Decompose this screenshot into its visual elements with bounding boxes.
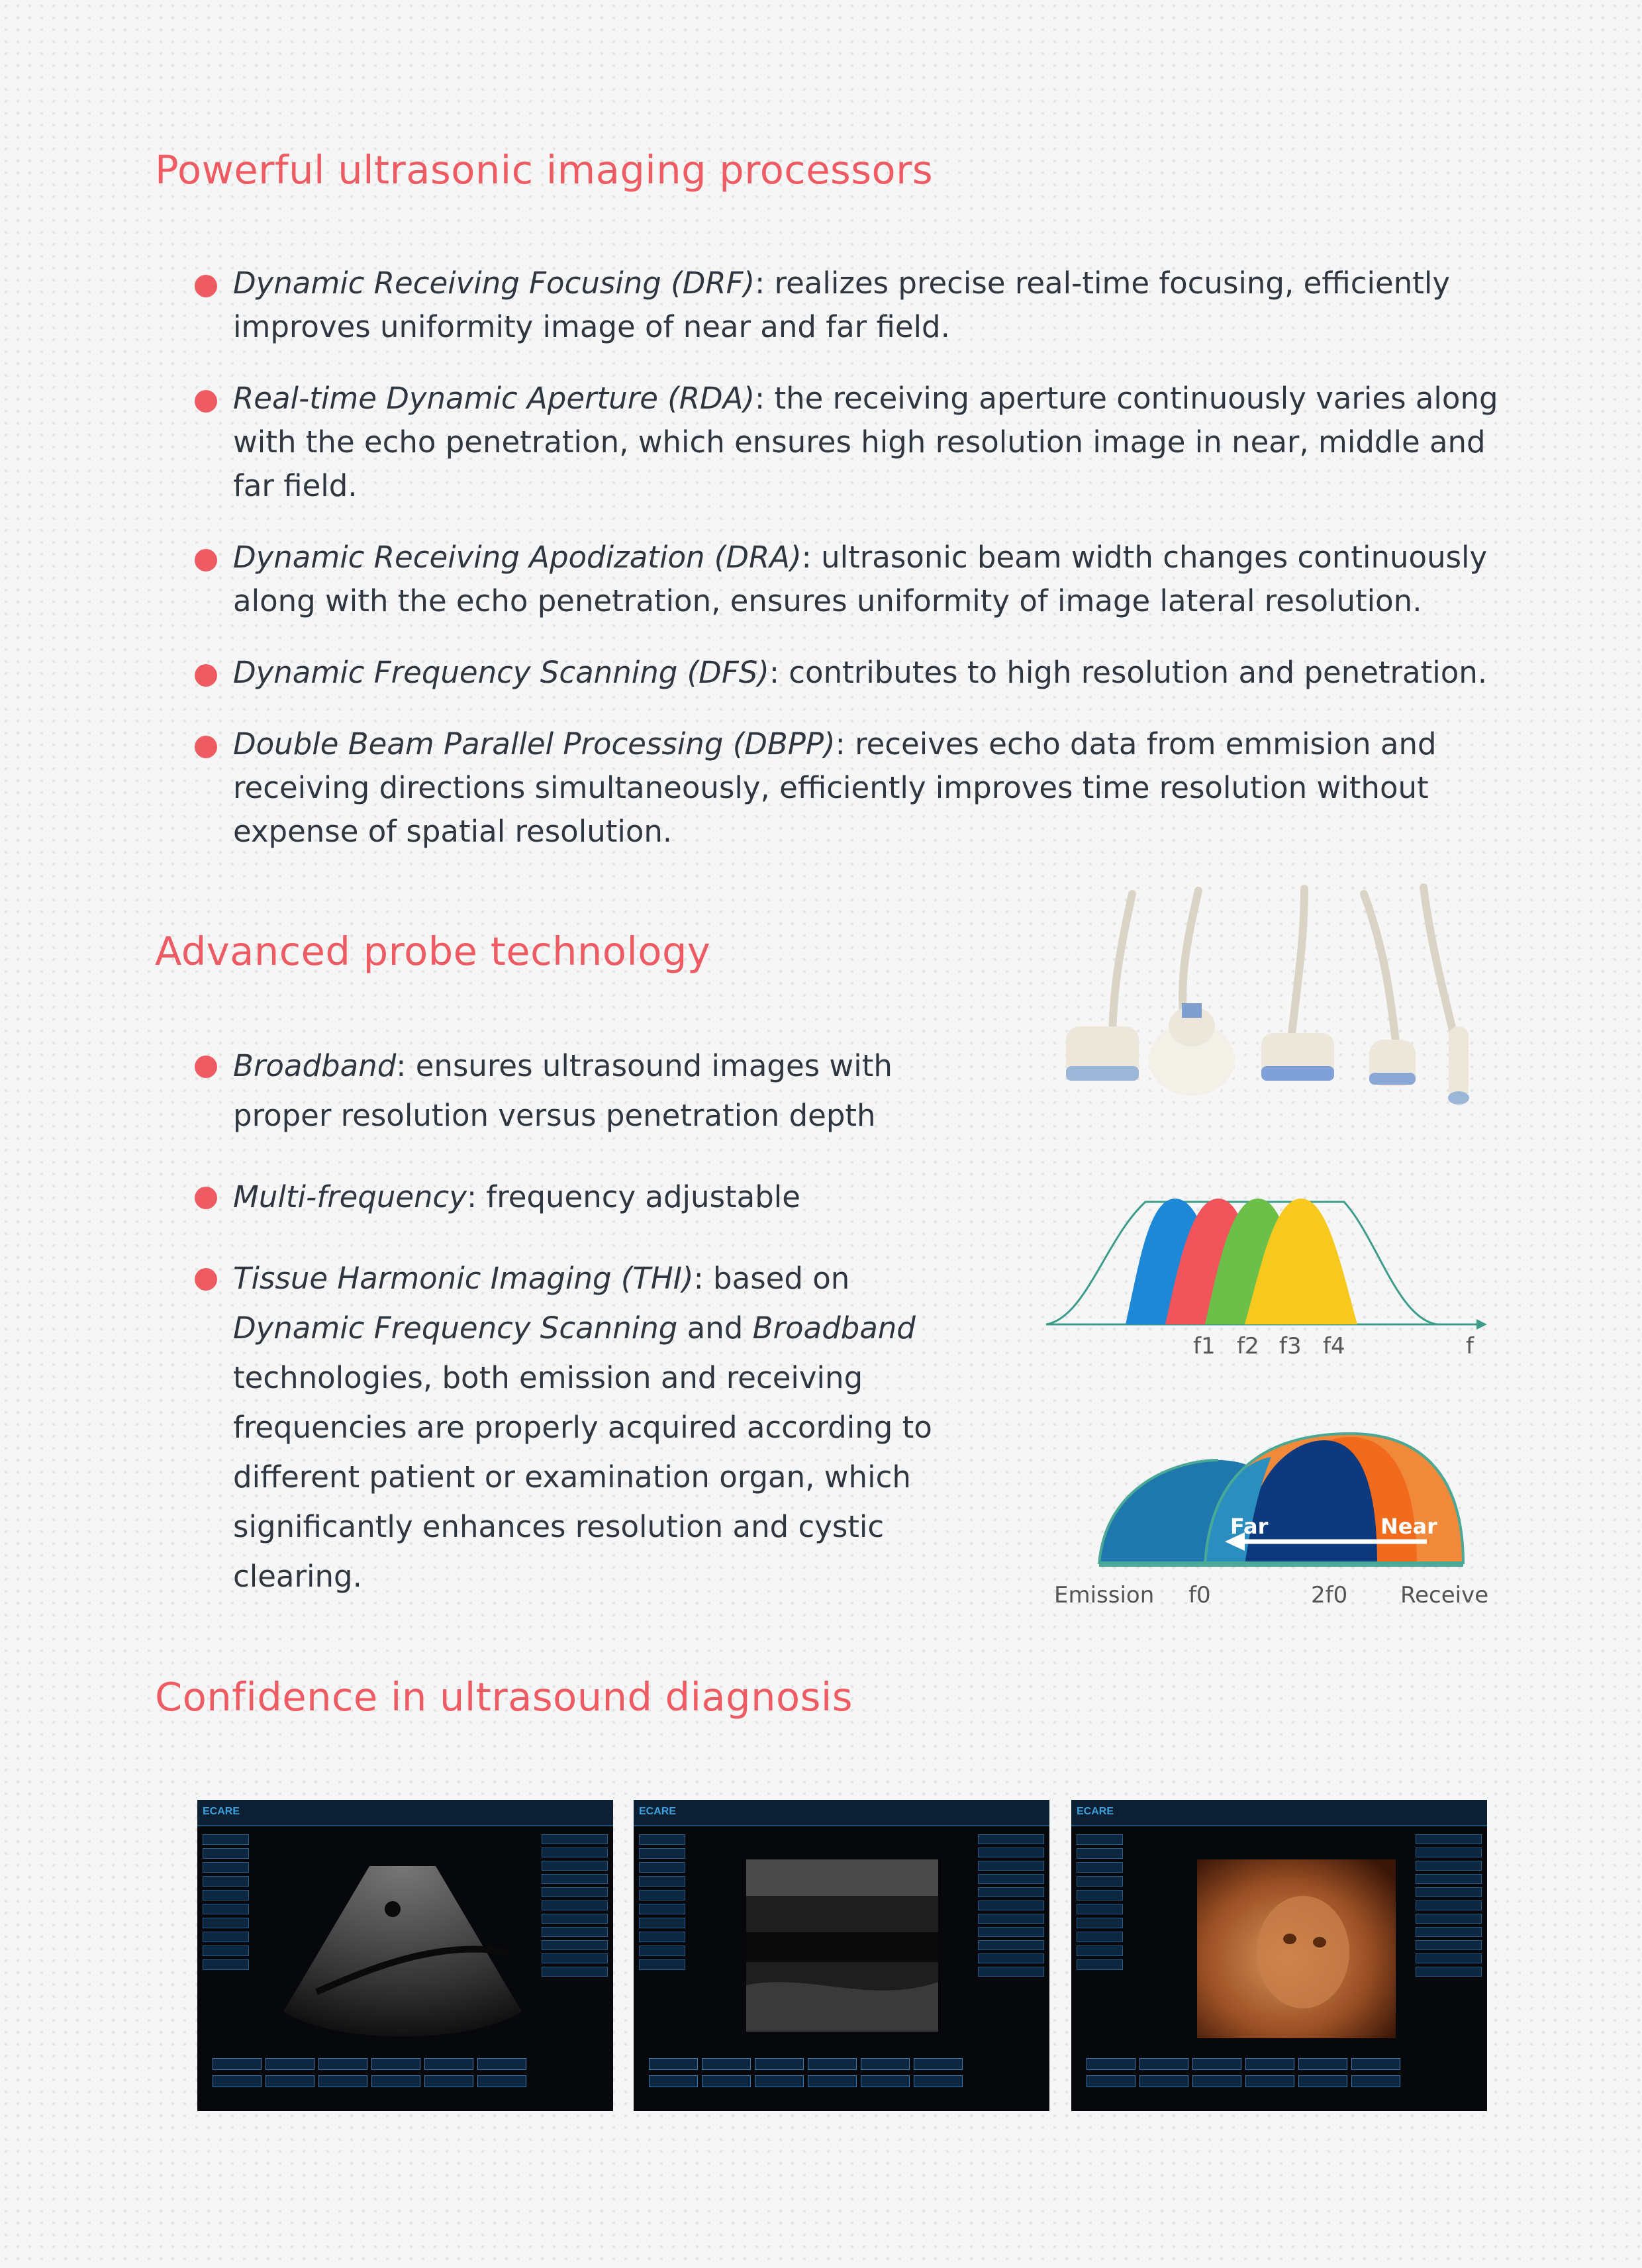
screen-logo: ECARE: [203, 1806, 240, 1817]
far-label: Far: [1230, 1514, 1269, 1539]
processors-list: [195, 262, 1506, 881]
linear-scan-image: [706, 1833, 971, 2051]
item-text: : frequency adjustable: [466, 1179, 800, 1214]
screen-header: [1071, 1800, 1487, 1826]
screen-logo: ECARE: [1077, 1806, 1114, 1817]
list-item: [195, 377, 1506, 508]
list-item: [195, 722, 1506, 854]
probe-endocavity: [1448, 1026, 1469, 1105]
axis-label-2f0: 2f0: [1311, 1582, 1348, 1608]
item-text: and: [677, 1310, 753, 1346]
screen-toolbar: [1085, 2057, 1416, 2091]
screen-params: [1416, 1834, 1482, 1980]
list-item: [195, 536, 1506, 623]
screen-header: [197, 1800, 613, 1826]
probe-cable: [1364, 894, 1397, 1053]
list-item: [195, 1172, 943, 1222]
item-term: Real-time Dynamic Aperture (RDA): [233, 381, 755, 416]
item-term: Dynamic Receiving Apodization (DRA): [233, 540, 802, 575]
item-text: : contributes to high resolution and penetration.: [769, 655, 1488, 690]
screen-toolbar: [211, 2057, 542, 2091]
bullet-icon: [195, 549, 217, 571]
freq-label-f2: f2: [1237, 1333, 1259, 1359]
bullet-icon: [195, 736, 217, 758]
item-text: : based on: [693, 1261, 850, 1296]
item-text: : ensures ultrasound images with proper resolution versus penetration depth: [233, 1048, 893, 1133]
list-item: [195, 262, 1506, 349]
frequency-bands-diagram: [1039, 1179, 1503, 1364]
list-item: [195, 651, 1506, 695]
probes-illustration: [1053, 874, 1503, 1119]
screen-menu: [1077, 1834, 1123, 1973]
item-text: : realizes precise real-time focusing, efficiently improves uniformity image of near and far field.: [233, 266, 1451, 344]
item-term: Dynamic Receiving Focusing (DRF): [233, 266, 755, 301]
item-term: Dynamic Frequency Scanning (DFS): [233, 655, 769, 690]
freq-label-f3: f3: [1279, 1333, 1302, 1359]
list-item: [195, 1254, 943, 1601]
section-title-probe: Advanced probe technology: [155, 928, 711, 974]
item-term: Tissue Harmonic Imaging (THI): [233, 1261, 694, 1296]
screen-menu: [639, 1834, 685, 1973]
item-text: : receives echo data from emmision and receiving directions simultaneously, efficiently improves time resolution without expense of spatial resolution.: [233, 726, 1437, 849]
screen-toolbar: [647, 2057, 978, 2091]
ultrasound-screenshot-3d: [1071, 1800, 1487, 2111]
screen-header: [634, 1800, 1049, 1826]
freq-label-f: f: [1466, 1333, 1474, 1359]
screen-params: [542, 1834, 608, 1980]
bullet-icon: [195, 390, 217, 413]
item-term: Dynamic Frequency Scanning: [233, 1310, 678, 1346]
freq-label-f1: f1: [1193, 1333, 1216, 1359]
ultrasound-screenshot-abdomen: [197, 1800, 613, 2111]
section-title-processors: Powerful ultrasonic imaging processors: [155, 147, 934, 193]
probe-micro-convex: [1149, 1003, 1235, 1096]
item-text: : ultrasonic beam width changes continuously along with the echo penetration, ensures uniformity of image lateral resolution.: [233, 540, 1488, 618]
ultrasound-screenshot-linear: [634, 1800, 1049, 2111]
freq-label-f4: f4: [1323, 1333, 1345, 1359]
axis-label-f0: f0: [1188, 1582, 1211, 1608]
item-term: Broadband: [752, 1310, 916, 1346]
probe-convex: [1066, 1026, 1139, 1081]
item-term: Broadband: [233, 1048, 397, 1083]
bullet-icon: [195, 664, 217, 687]
sector-scan-image: [270, 1833, 535, 2051]
screen-logo: ECARE: [639, 1806, 677, 1817]
axis-label-receive: Receive: [1400, 1582, 1489, 1608]
probe-cable: [1112, 894, 1132, 1046]
probe-linear: [1261, 1033, 1334, 1081]
bullet-icon: [195, 1187, 217, 1209]
item-term: Double Beam Parallel Processing (DBPP): [233, 726, 836, 762]
screen-params: [978, 1834, 1044, 1980]
bullet-icon: [195, 1268, 217, 1291]
fetal-3d-image: [1144, 1833, 1409, 2051]
probe-cable: [1291, 889, 1304, 1040]
bullet-icon: [195, 275, 217, 297]
screen-menu: [203, 1834, 249, 1973]
near-label: Near: [1380, 1514, 1437, 1539]
item-text: : the receiving aperture continuously varies along with the echo penetration, which ensures high resolution image in near, middle and far field.: [233, 381, 1498, 503]
bullet-icon: [195, 1056, 217, 1078]
section-title-diagnosis: Confidence in ultrasound diagnosis: [155, 1674, 853, 1720]
probe-list: [195, 1041, 943, 1633]
item-term: Multi-frequency: [233, 1179, 467, 1214]
probe-phased: [1369, 1040, 1416, 1086]
axis-label-emission: Emission: [1054, 1582, 1155, 1608]
harmonic-imaging-diagram: [1046, 1417, 1510, 1609]
list-item: [195, 1041, 943, 1140]
item-text: technologies, both emission and receiving frequencies are properly acquired according to different patient or examination organ, which significantly enhances resolution and cystic clearing.: [233, 1360, 932, 1594]
